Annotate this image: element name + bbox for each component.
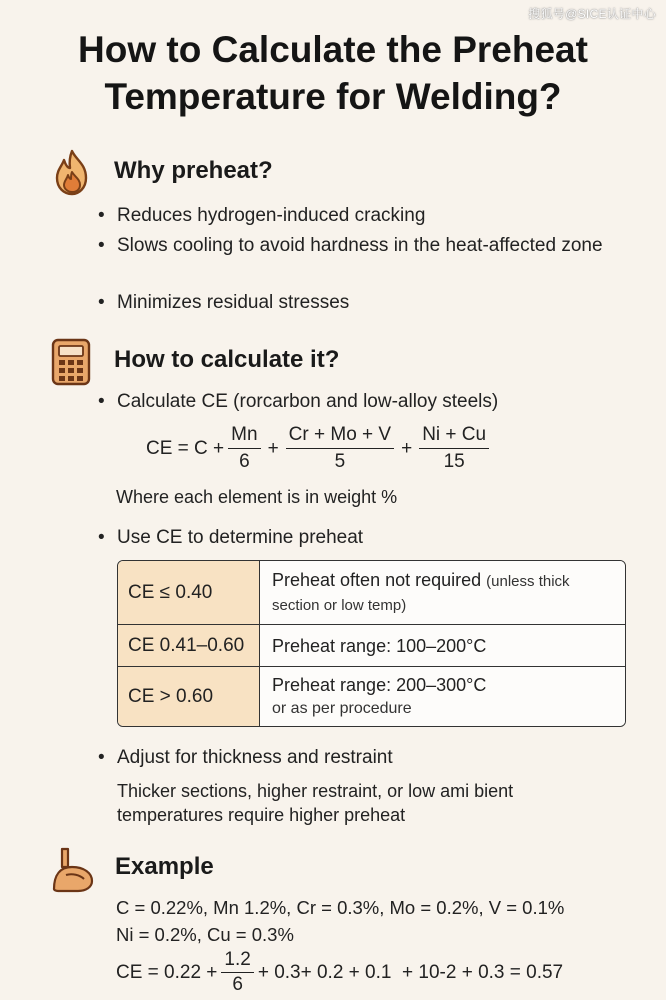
why-preheat-heading: Why preheat?	[114, 157, 273, 184]
how-bullet-ce: Calculate CE (rorcarbon and low-alloy steels)	[117, 391, 499, 412]
bullet-dot: •	[98, 747, 105, 768]
list-item	[98, 290, 349, 316]
bullet-dot: •	[98, 391, 105, 412]
thickness-note-line-2: temperatures require higher preheat	[117, 805, 406, 825]
plus-sign: +	[401, 437, 413, 459]
fraction-ni-cu	[419, 424, 489, 473]
calc-lhs: CE = 0.22 +	[116, 961, 218, 983]
title-line-2: Temperature for Welding?	[104, 76, 562, 117]
example-calculation	[116, 950, 563, 995]
cell-main: Preheat range: 200–300°C	[272, 674, 487, 695]
fraction-numerator: Ni + Cu	[419, 424, 489, 449]
bullet-dot: •	[98, 205, 105, 226]
fraction-numerator: Mn	[228, 424, 260, 449]
weight-note: Where each element is in weight %	[116, 487, 398, 507]
title-line-1: How to Calculate the Preheat	[78, 29, 588, 70]
plus-sign: +	[267, 437, 279, 459]
fraction-denominator: 6	[232, 974, 243, 995]
why-bullet-1: Reduces hydrogen-induced cracking	[117, 205, 426, 226]
list-item	[98, 525, 363, 551]
how-bullet-thickness: Adjust for thickness and restraint	[117, 747, 393, 768]
example-values-line-2: Ni = 0.2%, Cu = 0.3%	[116, 924, 294, 945]
table-cell-ce: CE 0.41–0.60	[118, 625, 260, 667]
cell-main: Preheat often not required	[272, 569, 482, 590]
fraction-denominator: 6	[239, 451, 250, 472]
cell-line-2: section or low temp)	[272, 596, 407, 614]
example-heading: Example	[115, 853, 214, 880]
page-title	[0, 26, 666, 120]
example-values-line-1: C = 0.22%, Mn 1.2%, Cr = 0.3%, Mo = 0.2%, V = 0.1%	[116, 897, 565, 918]
flame-icon	[50, 148, 94, 196]
table-cell-ce: CE ≤ 0.40	[118, 561, 260, 625]
fraction-numerator: 1.2	[221, 950, 253, 973]
cell-main: Preheat range: 100–200°C	[272, 635, 487, 656]
table-cell-preheat	[260, 561, 625, 625]
how-bullet-preheat: Use CE to determine preheat	[117, 527, 364, 548]
bullet-dot: •	[98, 235, 105, 256]
fraction-denominator: 15	[443, 451, 465, 472]
cell-extra: (unless thick	[486, 572, 570, 590]
calc-fraction	[221, 950, 253, 995]
list-item	[98, 389, 498, 415]
fraction-numerator: Cr + Mo + V	[286, 424, 394, 449]
fraction-denominator: 5	[334, 451, 346, 472]
why-bullet-2: Slows cooling to avoid hardness in the heat-affected zone	[117, 235, 603, 256]
calc-rhs: + 0.3+ 0.2 + 0.1 + 10-2 + 0.3 = 0.57	[257, 961, 564, 983]
list-item	[98, 203, 425, 229]
table-cell-ce: CE > 0.60	[118, 667, 260, 726]
calculator-icon	[50, 338, 92, 386]
formula-lhs: CE = C +	[146, 437, 225, 459]
ce-formula	[146, 424, 493, 473]
preheat-table	[117, 560, 626, 727]
list-item	[98, 233, 638, 259]
list-item	[98, 745, 393, 771]
why-bullet-3: Minimizes residual stresses	[117, 292, 350, 313]
cell-line	[272, 568, 625, 594]
bullet-dot: •	[98, 527, 105, 548]
fraction-cr-mo-v	[286, 424, 394, 473]
thickness-note-line-1: Thicker sections, higher restraint, or low ami bient	[117, 781, 514, 801]
watermark: 搜狐号@SICE认证中心	[528, 7, 656, 21]
weld-hand-icon	[50, 845, 96, 895]
fraction-mn	[228, 424, 260, 473]
table-cell-preheat	[260, 625, 625, 667]
bullet-dot: •	[98, 292, 105, 313]
cell-line-2: or as per procedure	[272, 699, 412, 717]
how-calc-heading: How to calculate it?	[114, 346, 340, 373]
table-cell-preheat	[260, 667, 625, 726]
